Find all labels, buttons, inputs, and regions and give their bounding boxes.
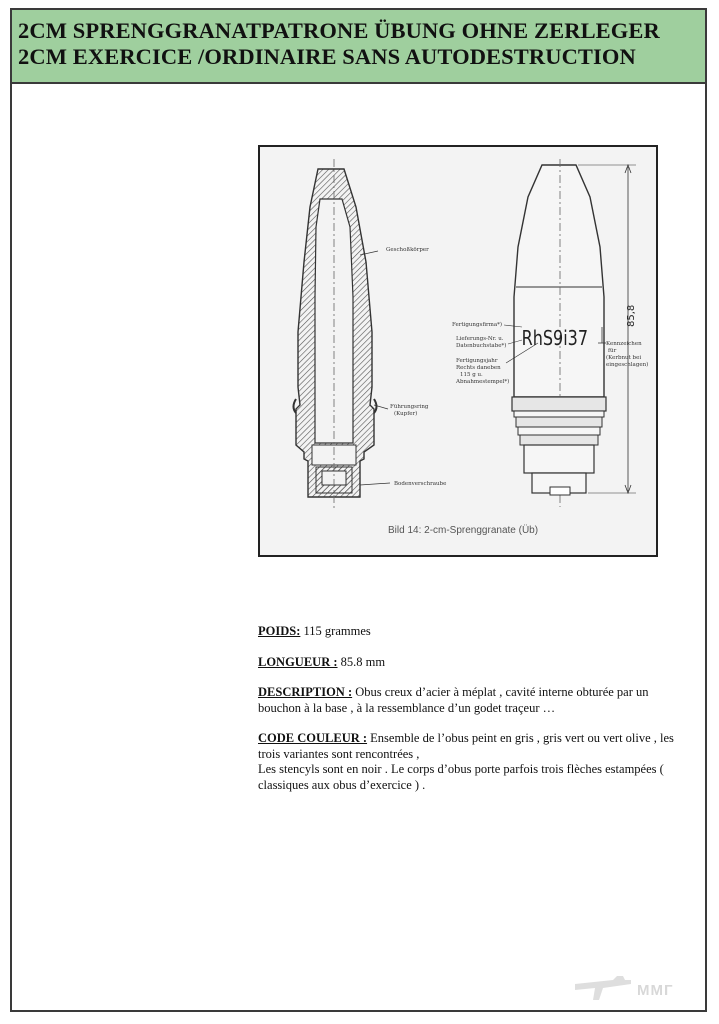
label-datenbuchstabe: Datenbuchstabe*) [456,343,507,349]
spec-description [258,685,683,716]
stamp-rhs9i37: RhS9i37 [521,327,588,351]
label-fuehrungsring: Führungsring [390,404,429,410]
figure-caption: Bild 14: 2-cm-Sprenggranate (Üb) [388,525,539,536]
spec-code-couleur [258,731,683,793]
rifle-logo-icon [573,966,633,1006]
label-eingeschlagen: eingeschlagen) [606,362,649,368]
label-fertigungsfirma: Fertigungsfirma*) [452,322,503,328]
label-fuer: für [608,348,617,354]
spec-poids [258,624,371,640]
label-bodenverschraube: Bodenverschraube [394,481,447,487]
mmg-watermark [573,966,703,1012]
poids-label: POIDS: [258,624,301,638]
label-115g: 115 g u. [460,372,483,378]
label-fuehrungsring-material: (Kupfer) [394,411,418,417]
title-line-german: 2CM SPRENGGRANATPATRONE ÜBUNG OHNE ZERLEGER [18,18,660,43]
shell-drawing-svg [260,147,656,555]
poids-value: 115 grammes [300,624,371,638]
code-couleur-stencils: Les stencyls sont en noir . Le corps d’obus porte parfois trois flèches estampées ( classiques aux obus d’exercice ) . [258,762,664,792]
cross-section-drawing [294,159,391,509]
label-abnahmestempel: Abnahmestempel*) [456,379,510,385]
label-kennzeichen: Kennzeichen [606,341,642,347]
label-lieferung: Lieferungs-Nr. u. [456,336,504,342]
title-banner [12,10,705,84]
technical-drawing [258,145,658,557]
label-fertigungsjahr: Fertigungsjahr [456,358,498,364]
longueur-label: LONGUEUR : [258,655,338,669]
longueur-value: 85.8 mm [337,655,386,669]
title-line-french: 2CM EXERCICE /ORDINAIRE SANS AUTODESTRUCTION [18,44,636,69]
watermark-text: ММГ [637,982,674,999]
code-couleur-value: Ensemble de l’obus peint en gris , gris vert ou vert olive , les trois variantes sont rencontrées , [258,731,674,761]
spec-longueur [258,655,385,671]
code-couleur-label: CODE COULEUR : [258,731,368,745]
label-geschosskoerper: Geschoßkörper [386,247,429,253]
label-kerbnut: (Kerbnut bei [606,355,642,361]
dimension-85-8: 85,8 [626,304,637,327]
label-rechts-daneben: Rechts daneben [456,365,501,371]
description-label: DESCRIPTION : [258,685,353,699]
description-value: Obus creux d’acier à méplat , cavité interne obturée par un bouchon à la base , à la ressemblance d’un godet traçeur … [258,685,649,715]
